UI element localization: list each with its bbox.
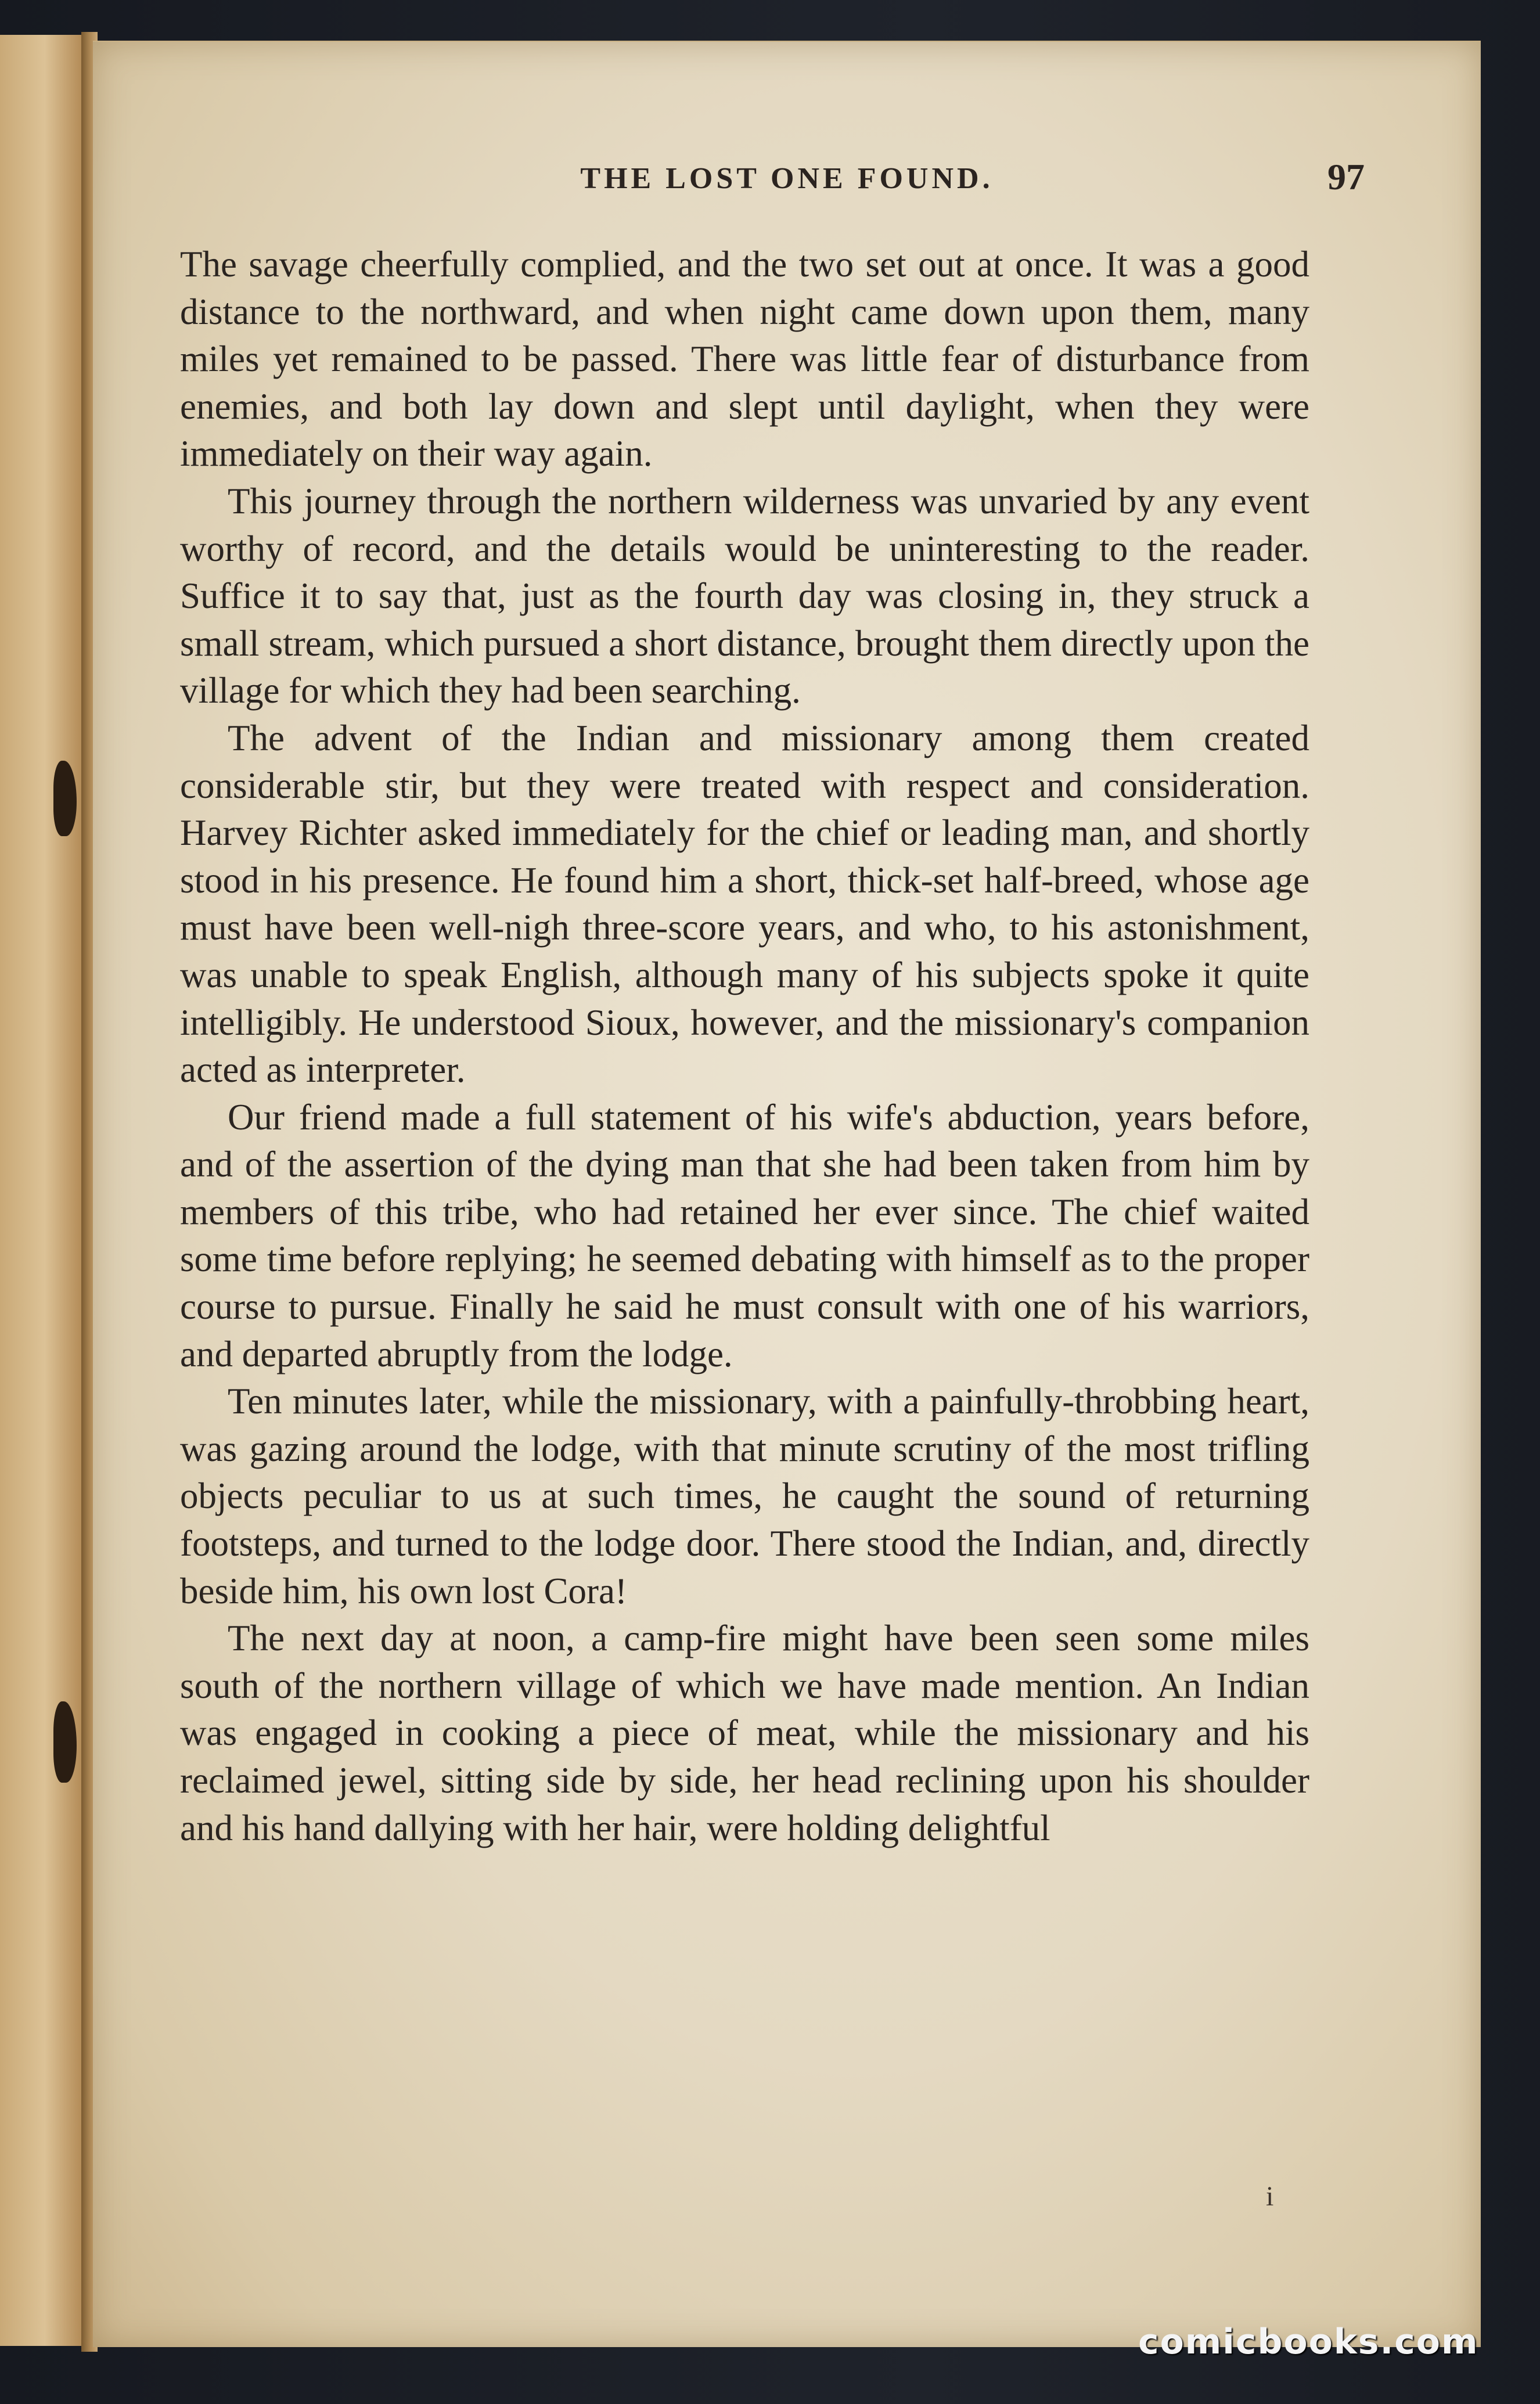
paragraph-6: The next day at noon, a camp-fire might have been seen some miles south of the northern village of which we have made mention. An Indian was engaged in cooking a piece of meat, while the missionary and his reclaimed jewel, sitting side by side, her head reclining upon his shoulder and his hand dallying with her hair, were holding delightful bbox=[180, 1618, 1309, 1848]
paragraph-4: Our friend made a full statement of his wife's abduction, years before, and of the assertion of the dying man that she had been taken from him by members of this tribe, who had retained her ever since. The chief waited some time before replying; he seemed debating with himself as to the proper course to pursue. Finally he said he must consult with one of his warriors, and departed abruptly from the lodge. bbox=[180, 1096, 1309, 1374]
previous-page-edge bbox=[0, 35, 85, 2346]
paragraph-3: The advent of the Indian and missionary among them created considerable stir, but they were treated with respect and consideration. Harvey Richter asked immediately for the chief or leading man, and shortly stood in his presence. He found him a short, thick-set half-breed, whose age must have been well-nigh three-score years, and who, to his astonishment, was unable to speak English, although many of his subjects spoke it quite intelligibly. He understood Sioux, however, and the missionary's companion acted as interpreter. bbox=[180, 717, 1309, 1091]
body-text bbox=[180, 241, 1309, 1852]
paragraph-2: This journey through the northern wilderness was unvaried by any event worthy of record, and the details would be uninteresting to the reader. Suffice it to say that, just as the fourth day was closing in, they struck a small stream, which pursued a short distance, brought them directly upon the village for which they had been searching. bbox=[180, 480, 1309, 711]
footer-signature-mark: i bbox=[1266, 2181, 1274, 2212]
source-watermark: comicbooks.com bbox=[1138, 2322, 1479, 2362]
page-number: 97 bbox=[1327, 156, 1365, 197]
paragraph-5: Ten minutes later, while the missionary, with a painfully-throbbing heart, was gazing around the lodge, with that minute scrutiny of the most trifling objects peculiar to us at such times, he caught the sound of returning footsteps, and turned to the lodge door. There stood the Indian, and, directly beside him, his own lost Cora! bbox=[180, 1381, 1309, 1611]
running-head bbox=[93, 156, 1481, 202]
paragraph-1: The savage cheerfully complied, and the two set out at once. It was a good distance to the northward, and when night came down upon them, many miles yet remained to be passed. There was little fear of disturbance from enemies, and both lay down and slept until daylight, when they were immediately on their way again. bbox=[180, 244, 1309, 474]
running-head-title: THE LOST ONE FOUND. bbox=[580, 162, 994, 195]
